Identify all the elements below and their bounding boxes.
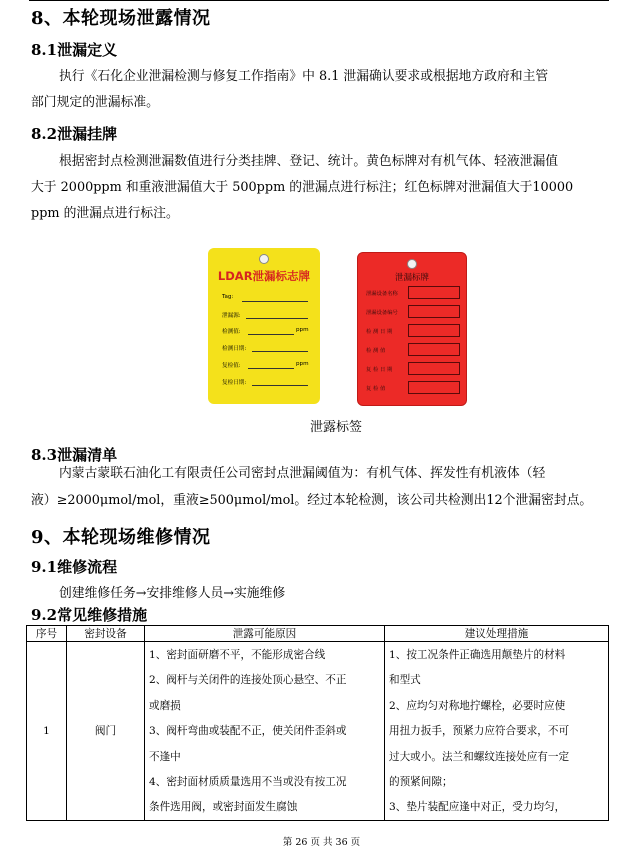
section-8-1-title: 8.1泄漏定义 (31, 41, 118, 59)
header-measures: 建议处理措施 (385, 626, 609, 642)
red-tag-field-box (408, 381, 460, 394)
yellow-tag-row-tag: Tag: (222, 294, 234, 300)
red-tag-title: 泄漏标牌 (394, 273, 429, 283)
tag-hole-icon (407, 259, 417, 269)
cause-line: 3、阀杆弯曲或装配不正，使关闭件歪斜或 (149, 725, 347, 738)
measure-line: 用扭力扳手，预紧力应符合要求，不可 (389, 725, 570, 738)
table-row (27, 642, 609, 821)
row-causes (145, 642, 385, 821)
header-equipment: 密封设备 (67, 626, 145, 642)
yellow-tag-line (248, 334, 294, 335)
cause-line: 或磨损 (149, 699, 181, 712)
red-tag-field-box (408, 286, 460, 299)
yellow-tag-line (252, 385, 308, 386)
section-8-3-title: 8.3泄漏清单 (31, 446, 118, 464)
row-equipment: 阀门 (67, 642, 145, 821)
measure-line: 2、应均匀对称地拧螺栓，必要时应使 (389, 699, 566, 712)
measure-line: 的预紧间隙； (389, 776, 453, 789)
yellow-tag-row-recheck-date: 复检日期: (222, 380, 247, 386)
yellow-tag-title: LDAR泄漏标志牌 (217, 269, 311, 283)
page-footer: 第 26 页 共 36 页 (282, 837, 361, 848)
yellow-tag-row-source: 泄漏源: (222, 313, 241, 319)
yellow-tag-line (246, 318, 308, 319)
red-tag-field-box (408, 324, 460, 337)
red-tag-field-box (408, 305, 460, 318)
red-tag-row: 检 测 日 期 (366, 329, 393, 335)
measure-line: 1、按工况条件正确选用颠垫片的材料 (389, 649, 566, 661)
section-8-2-line-2: 大于 2000ppm 和重液泄漏值大于 500ppm 的泄漏点进行标注；红色标牌对泄漏值大于10000 (31, 180, 574, 195)
yellow-tag-row-date: 检测日期: (222, 346, 247, 352)
maintenance-measures-table (26, 625, 609, 821)
measure-line: 3、垫片装配应逢中对正，受力均匀， (389, 801, 566, 814)
section-8-3-line-2: 液）≥2000μmol/mol，重液≥500μmol/mol。经过本轮检测，该公司共检测出12个泄漏密封点。 (31, 493, 593, 508)
yellow-tag-row-value: 检测值: (222, 329, 241, 335)
red-tag-row: 复 检 值 (366, 386, 386, 392)
section-9-1-title: 9.1维修流程 (31, 558, 118, 576)
cause-line: 2、阀杆与关闭件的连接处顶心悬空、不正 (149, 674, 347, 687)
tag-hole-icon (259, 254, 269, 264)
section-8-2-title: 8.2泄漏挂牌 (31, 125, 118, 143)
red-tag-row: 泄漏设备名称 (366, 291, 398, 297)
cause-line: 4、密封面材质质量选用不当或没有按工况 (149, 776, 347, 789)
red-tag-row: 检 测 值 (366, 348, 386, 354)
top-rule (29, 0, 609, 1)
red-leak-tag-image (357, 252, 467, 406)
red-tag-row: 复 检 日 期 (366, 367, 393, 373)
red-tag-field-box (408, 362, 460, 375)
yellow-tag-line (248, 368, 294, 369)
row-measures (385, 642, 609, 821)
section-8-2-line-1: 根据密封点检测泄漏数值进行分类挂牌、登记、统计。黄色标牌对有机气体、轻液泄漏值 (59, 154, 559, 169)
section-9-title: 9、本轮现场维修情况 (31, 527, 211, 548)
yellow-tag-unit: ppm (296, 361, 309, 367)
cause-line: 1、密封面研磨不平，不能形成密合线 (149, 649, 326, 661)
row-no: 1 (27, 642, 67, 821)
image-caption: 泄露标签 (310, 420, 363, 435)
section-8-title: 8、本轮现场泄露情况 (31, 8, 211, 29)
yellow-leak-tag-image (208, 248, 320, 404)
cause-line: 不逢中 (149, 750, 181, 763)
section-8-1-line-1: 执行《石化企业泄漏检测与修复工作指南》中 8.1 泄漏确认要求或根据地方政府和主管 (59, 69, 549, 84)
section-8-3-line-1: 内蒙古蒙联石油化工有限责任公司密封点泄漏阈值为：有机气体、挥发性有机液体（轻 (59, 466, 546, 481)
yellow-tag-unit: ppm (296, 327, 309, 333)
yellow-tag-row-recheck-value: 复检值: (222, 363, 241, 369)
red-tag-row: 泄漏设备编号 (366, 310, 398, 316)
table-header-row (27, 626, 609, 642)
maintenance-flow-text: 创建维修任务→安排维修人员→实施维修 (59, 586, 286, 601)
yellow-tag-line (252, 351, 308, 352)
section-8-1-line-2: 部门规定的泄漏标准。 (31, 95, 159, 110)
section-9-2-title: 9.2常见维修措施 (31, 606, 148, 624)
cause-line: 条件选用阀，或密封面发生腐蚀 (149, 801, 298, 814)
measure-line: 和型式 (389, 674, 421, 687)
section-8-2-line-3: ppm 的泄漏点进行标注。 (31, 206, 179, 221)
measure-line: 过大或小。法兰和螺纹连接处应有一定 (389, 750, 570, 763)
header-causes: 泄露可能原因 (145, 626, 385, 642)
yellow-tag-line (242, 301, 308, 302)
red-tag-field-box (408, 343, 460, 356)
header-no: 序号 (27, 626, 67, 642)
